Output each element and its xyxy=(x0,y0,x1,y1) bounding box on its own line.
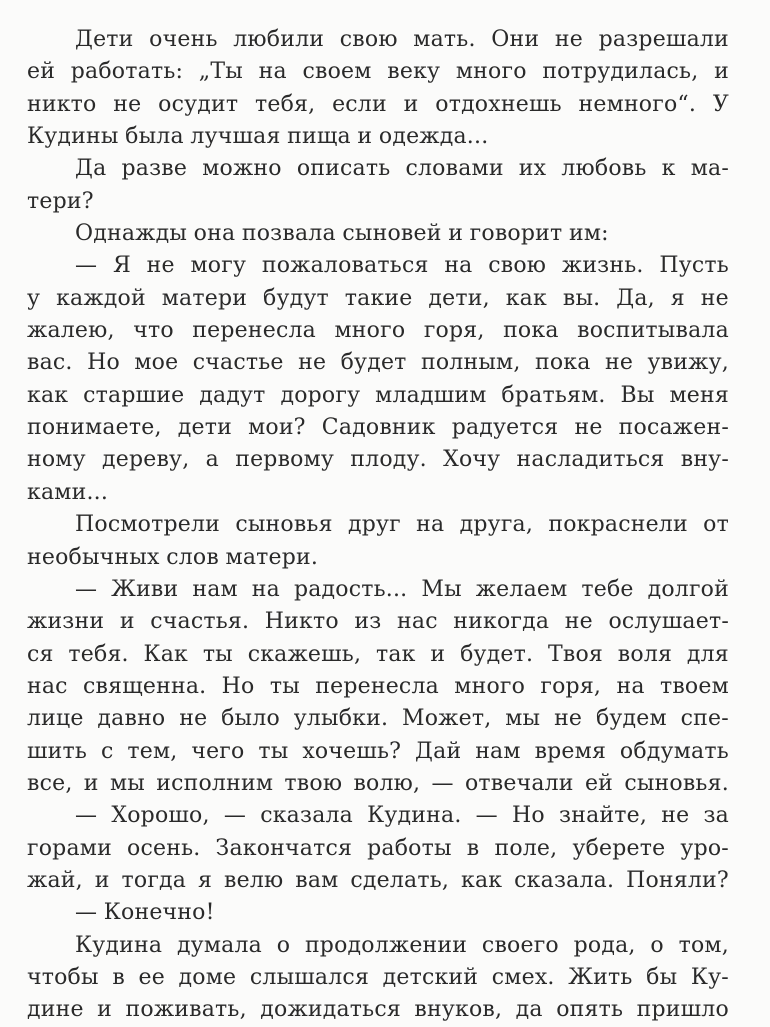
text-line xyxy=(27,315,729,347)
word: нас xyxy=(397,609,438,635)
word: и xyxy=(357,124,373,150)
word: дорогу xyxy=(280,382,361,408)
word: не xyxy=(661,803,690,829)
word: друг xyxy=(347,512,401,538)
word: исполним xyxy=(156,770,274,796)
word: будет xyxy=(340,350,407,376)
word: на xyxy=(251,576,280,602)
word: Закончатся xyxy=(215,835,353,861)
word: работы xyxy=(367,835,452,861)
word: — xyxy=(75,253,98,279)
word: сыновей xyxy=(342,221,442,247)
word: на xyxy=(258,59,287,85)
text-line xyxy=(27,412,729,444)
word: Кудина. xyxy=(367,803,462,829)
word: тери? xyxy=(27,188,94,214)
word: к xyxy=(661,156,676,182)
word: осень. xyxy=(127,835,201,861)
word: Жить xyxy=(568,964,633,990)
word: такие xyxy=(344,285,413,311)
word: мать. xyxy=(413,27,476,52)
word: насладиться xyxy=(516,447,665,473)
word: лице xyxy=(27,706,84,732)
word: в xyxy=(466,835,480,861)
word: одежда... xyxy=(378,124,489,150)
word: ками... xyxy=(27,479,109,505)
word: Садовник xyxy=(321,415,436,441)
word: вы. xyxy=(562,285,601,311)
word: Кудина xyxy=(75,932,163,958)
word: с xyxy=(100,738,114,764)
word: посажен- xyxy=(618,415,729,441)
word: горя, xyxy=(423,318,485,344)
word: детский xyxy=(382,964,479,990)
word: как xyxy=(461,867,503,893)
word: я xyxy=(198,867,213,893)
word: и xyxy=(97,997,113,1023)
word: — xyxy=(75,803,98,829)
text-line xyxy=(27,250,729,282)
word: чтобы xyxy=(27,964,99,990)
word: как xyxy=(505,285,547,311)
word: долгой xyxy=(647,576,729,602)
word: пока xyxy=(534,350,591,376)
word: о xyxy=(276,932,291,958)
word: от xyxy=(703,512,729,538)
word: улыбки. xyxy=(293,706,389,732)
word: не xyxy=(554,706,583,732)
word: сыновья xyxy=(235,512,333,538)
word: Живи xyxy=(111,576,179,602)
word: на xyxy=(416,512,445,538)
word: рода, xyxy=(573,932,636,958)
word: разве xyxy=(121,156,188,182)
text-line xyxy=(27,89,729,121)
word: не xyxy=(298,350,327,376)
word: дадут xyxy=(199,382,266,408)
word: сделать, xyxy=(350,867,450,893)
word: Ку- xyxy=(690,964,729,990)
word: свою xyxy=(339,27,398,52)
word: пришло xyxy=(636,997,729,1023)
word: — xyxy=(431,770,454,796)
word: уберете xyxy=(572,835,666,861)
word: слов xyxy=(166,544,219,570)
text-line xyxy=(27,639,729,671)
word: ей xyxy=(584,770,614,796)
book-page xyxy=(27,24,729,1027)
word: скажешь, xyxy=(247,641,362,667)
word: Вы xyxy=(620,382,655,408)
word: радость... xyxy=(293,576,408,602)
word: ее xyxy=(138,964,165,990)
word: время xyxy=(534,738,607,764)
word: много xyxy=(454,673,526,699)
word: опять xyxy=(556,997,624,1023)
text-line xyxy=(27,962,729,994)
word: нам xyxy=(475,738,521,764)
word: о xyxy=(650,932,664,958)
word: своего xyxy=(481,932,559,958)
word: твою xyxy=(284,770,343,796)
word: и xyxy=(403,91,419,117)
word: ослушает- xyxy=(608,609,729,635)
word: из xyxy=(354,609,382,635)
text-line xyxy=(27,56,729,88)
word: дожидаться xyxy=(260,997,401,1023)
text-line xyxy=(27,153,729,185)
word: была xyxy=(125,124,184,150)
word: Хочу xyxy=(443,447,501,473)
word: за xyxy=(703,803,729,829)
word: жалею, xyxy=(27,318,115,344)
word: пожаловаться xyxy=(261,253,429,279)
word: и xyxy=(448,221,464,247)
word: Никто xyxy=(264,609,339,635)
word: желаем xyxy=(475,576,568,602)
word: матери xyxy=(161,285,248,311)
text-line xyxy=(27,542,729,574)
word: горя, xyxy=(540,673,602,699)
word: ты xyxy=(269,673,300,699)
word: тогда xyxy=(121,867,187,893)
word: не xyxy=(113,91,142,117)
word: вам xyxy=(295,867,339,893)
word: отвечали xyxy=(464,770,574,796)
word: позвала xyxy=(241,221,336,247)
word: Конечно! xyxy=(103,900,215,926)
word: ты xyxy=(202,641,233,667)
word: и xyxy=(83,770,99,796)
text-line xyxy=(27,671,729,703)
word: не xyxy=(554,27,583,52)
word: думала xyxy=(176,932,262,958)
word: Поняли? xyxy=(626,867,729,893)
word: как xyxy=(27,382,69,408)
word: мы xyxy=(505,706,541,732)
word: любовь xyxy=(561,156,647,182)
word: ты xyxy=(258,738,289,764)
word: Хорошо, xyxy=(111,803,210,829)
word: могу xyxy=(190,253,247,279)
word: сыновья. xyxy=(624,770,729,796)
word: Дети xyxy=(75,27,134,52)
text-line xyxy=(27,994,729,1026)
text-line xyxy=(27,186,729,218)
word: увижу, xyxy=(647,350,729,376)
word: радуется xyxy=(451,415,559,441)
word: не xyxy=(574,415,603,441)
word: любили xyxy=(233,27,325,52)
word: шить xyxy=(27,738,88,764)
word: твоем xyxy=(659,673,729,699)
word: пища xyxy=(287,124,351,150)
word: давно xyxy=(97,706,166,732)
word: ся xyxy=(27,641,54,667)
word: осудит xyxy=(158,91,239,117)
word: Дай xyxy=(415,738,462,764)
word: Кудины xyxy=(27,124,119,150)
word: Однажды xyxy=(75,221,188,247)
word: все, xyxy=(27,770,73,796)
text-line xyxy=(27,930,729,962)
word: своем xyxy=(302,59,372,85)
text-line xyxy=(27,897,729,929)
word: не xyxy=(605,350,634,376)
word: дети, xyxy=(428,285,490,311)
word: так xyxy=(375,641,416,667)
word: бы xyxy=(646,964,678,990)
word: Может, xyxy=(402,706,492,732)
text-line xyxy=(27,121,729,153)
word: будут xyxy=(263,285,329,311)
word: нас xyxy=(27,673,68,699)
word: у xyxy=(27,285,41,311)
word: им: xyxy=(568,221,609,247)
word: друга, xyxy=(459,512,534,538)
word: тем, xyxy=(127,738,178,764)
word: разрешали xyxy=(598,27,729,52)
word: понимаете, xyxy=(27,415,162,441)
text-line xyxy=(27,218,729,250)
word: меня xyxy=(669,382,729,408)
word: вну- xyxy=(680,447,729,473)
word: Посмотрели xyxy=(75,512,221,538)
word: жай, xyxy=(27,867,83,893)
word: перенесла xyxy=(315,673,439,699)
word: дине xyxy=(27,997,84,1023)
text-line xyxy=(27,768,729,800)
word: можно xyxy=(202,156,282,182)
text-line xyxy=(27,736,729,768)
word: тебе xyxy=(581,576,634,602)
word: У xyxy=(712,91,729,117)
word: лучшая xyxy=(190,124,281,150)
text-line xyxy=(27,800,729,832)
word: старшие xyxy=(83,382,185,408)
word: Но xyxy=(221,673,255,699)
word: веку xyxy=(387,59,441,85)
word: Мы xyxy=(421,576,462,602)
word: воля xyxy=(617,641,673,667)
word: тебя, xyxy=(254,91,316,117)
text-line xyxy=(27,477,729,509)
text-line xyxy=(27,574,729,606)
word: — xyxy=(475,803,498,829)
word: мои? xyxy=(248,415,306,441)
word: Твоя xyxy=(548,641,603,667)
word: потрудилась, xyxy=(542,59,699,85)
word: и xyxy=(714,59,729,85)
word: не xyxy=(179,706,208,732)
word: знайте, xyxy=(559,803,648,829)
word: „Ты xyxy=(198,59,243,85)
text-line xyxy=(27,606,729,638)
word: будем xyxy=(595,706,667,732)
word: хочешь? xyxy=(302,738,402,764)
word: отдохнешь xyxy=(435,91,562,117)
word: никто xyxy=(27,91,97,117)
word: волю, xyxy=(353,770,421,796)
word: ей xyxy=(27,59,56,85)
word: на xyxy=(616,673,645,699)
word: тебя. xyxy=(68,641,129,667)
word: Но xyxy=(87,350,120,376)
word: сказала xyxy=(260,803,353,829)
word: да xyxy=(515,997,543,1023)
word: не xyxy=(700,285,729,311)
word: никогда xyxy=(453,609,550,635)
word: я xyxy=(670,285,685,311)
word: для xyxy=(686,641,729,667)
word: спе- xyxy=(680,706,729,732)
text-line xyxy=(27,509,729,541)
text-line xyxy=(27,865,729,897)
word: не xyxy=(146,253,175,279)
word: ма- xyxy=(690,156,729,182)
word: — xyxy=(223,803,247,829)
word: а xyxy=(205,447,219,473)
word: слышался xyxy=(249,964,370,990)
word: — xyxy=(75,576,98,602)
text-line xyxy=(27,833,729,865)
word: воспитывала xyxy=(577,318,729,344)
word: немного“. xyxy=(578,91,697,117)
word: счастье xyxy=(192,350,284,376)
word: продолжении xyxy=(304,932,468,958)
word: было xyxy=(221,706,280,732)
word: дереву, xyxy=(102,447,190,473)
word: будет. xyxy=(460,641,534,667)
word: вас. xyxy=(27,350,73,376)
word: Как xyxy=(143,641,189,667)
word: нам xyxy=(192,576,238,602)
word: и xyxy=(94,867,110,893)
word: братьям. xyxy=(501,382,606,408)
word: сказала. xyxy=(514,867,615,893)
word: Но xyxy=(512,803,545,829)
word: свою xyxy=(488,253,547,279)
word: полным, xyxy=(420,350,521,376)
word: младшим xyxy=(375,382,487,408)
word: поживать, xyxy=(125,997,247,1023)
word: внуков, xyxy=(414,997,503,1023)
text-line xyxy=(27,24,729,56)
word: поле, xyxy=(494,835,558,861)
word: Они xyxy=(491,27,540,52)
word: мы xyxy=(109,770,145,796)
word: том, xyxy=(678,932,729,958)
word: уро- xyxy=(680,835,729,861)
word: дети xyxy=(177,415,232,441)
word: и xyxy=(119,609,135,635)
text-line xyxy=(27,703,729,735)
word: священна. xyxy=(83,673,207,699)
word: плоду. xyxy=(350,447,427,473)
word: на xyxy=(444,253,473,279)
word: перенесла xyxy=(192,318,316,344)
word: Я xyxy=(112,253,131,279)
word: работать: xyxy=(70,59,184,85)
word: много xyxy=(455,59,527,85)
word: много xyxy=(334,318,406,344)
word: в xyxy=(112,964,125,990)
word: мое xyxy=(134,350,179,376)
word: описать xyxy=(296,156,391,182)
word: не xyxy=(564,609,593,635)
text-line xyxy=(27,380,729,412)
text-line xyxy=(27,283,729,315)
word: необычных xyxy=(27,544,160,570)
word: горами xyxy=(27,835,112,861)
word: их xyxy=(518,156,547,182)
text-line xyxy=(27,347,729,379)
word: пока xyxy=(503,318,559,344)
word: Да xyxy=(75,156,107,182)
word: покраснели xyxy=(548,512,688,538)
word: она xyxy=(193,221,236,247)
word: жизнь. xyxy=(561,253,644,279)
word: говорит xyxy=(469,221,563,247)
word: первому xyxy=(235,447,335,473)
word: очень xyxy=(149,27,218,52)
word: — xyxy=(75,900,98,926)
text-line xyxy=(27,444,729,476)
word: чего xyxy=(191,738,245,764)
word: ному xyxy=(27,447,86,473)
word: если xyxy=(332,91,387,117)
word: матери. xyxy=(225,544,319,570)
word: что xyxy=(133,318,174,344)
word: смех. xyxy=(491,964,555,990)
word: жизни xyxy=(27,609,105,635)
word: обдумать xyxy=(619,738,729,764)
word: доме xyxy=(178,964,237,990)
word: каждой xyxy=(56,285,146,311)
word: словами xyxy=(405,156,504,182)
word: велю xyxy=(224,867,284,893)
word: и xyxy=(430,641,446,667)
word: счастья. xyxy=(150,609,250,635)
word: Да, xyxy=(616,285,655,311)
word: Пусть xyxy=(659,253,729,279)
